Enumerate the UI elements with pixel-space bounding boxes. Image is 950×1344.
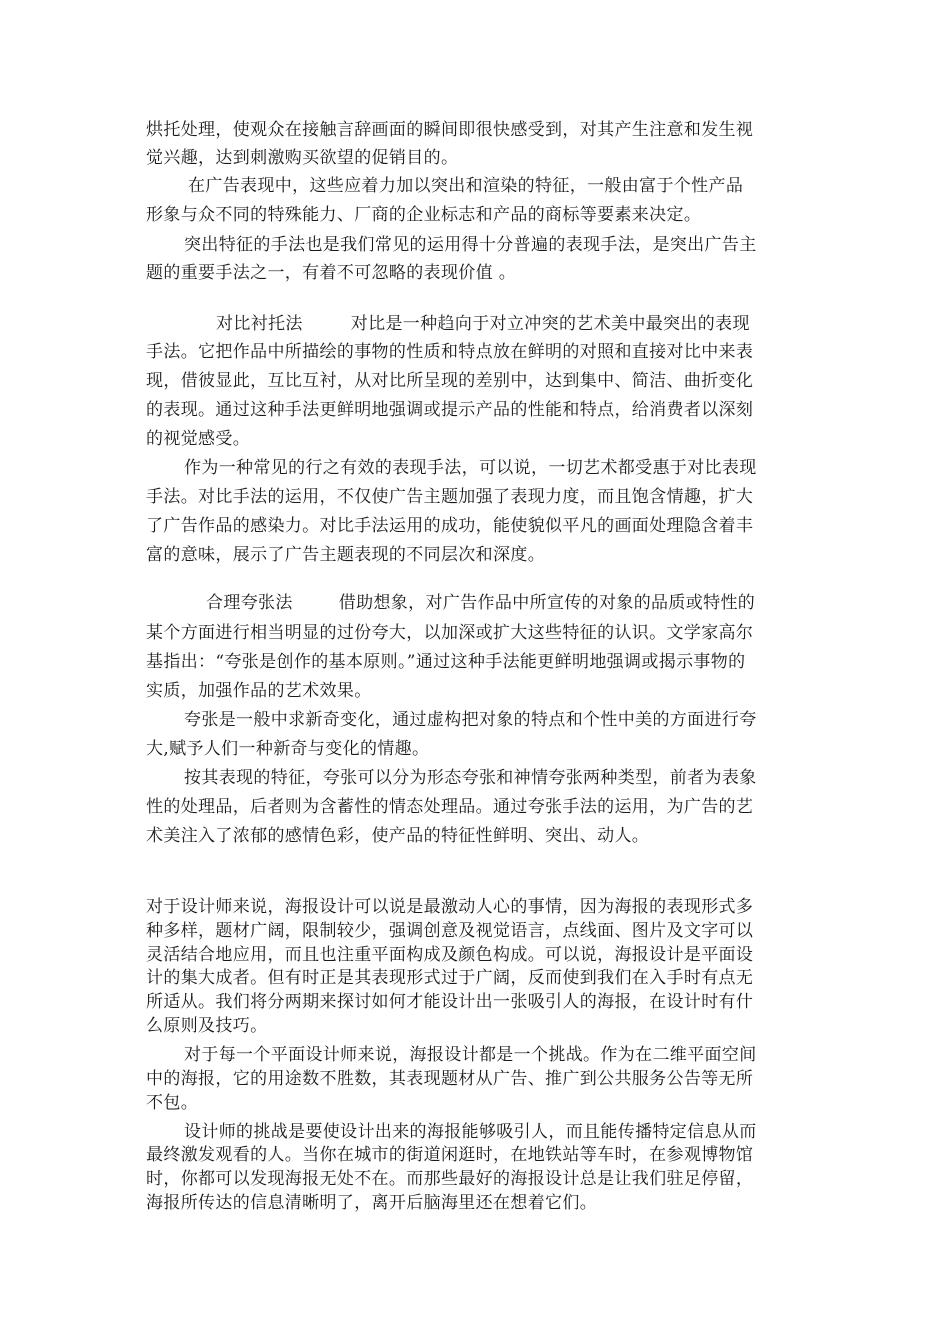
text-line: 觉兴趣，达到刺激购买欲望的促销目的。 — [146, 148, 459, 168]
text-line: 实质，加强作品的艺术效果。 — [146, 681, 372, 701]
text-line: 形象与众不同的特殊能力、厂商的企业标志和产品的商标等要素来决定。 — [146, 205, 702, 225]
text-line: 手法。对比手法的运用，不仅使广告主题加强了表现力度，而且饱含情趣，扩大 — [146, 487, 754, 507]
text-line: 对于设计师来说，海报设计可以说是最激动人心的事情，因为海报的表现形式多 — [146, 897, 754, 917]
text-line: 最终激发观看的人。当你在城市的街道闲逛时，在地铁站等车时，在参观博物馆 — [146, 1145, 754, 1165]
text-line: 了广告作品的感染力。对比手法运用的成功，能使貌似平凡的画面处理隐含着丰 — [146, 516, 754, 536]
section-heading: 合理夸张法 — [206, 593, 293, 613]
text-line: 不包。 — [146, 1093, 199, 1113]
text-line: 现，借彼显此，互比互衬，从对比所呈现的差别中，达到集中、简洁、曲折变化 — [146, 371, 754, 391]
text-line: 作为一种常见的行之有效的表现手法，可以说，一切艺术都受惠于对比表现 — [184, 458, 757, 478]
text-line: 按其表现的特征，夸张可以分为形态夸张和神情夸张两种类型，前者为表象 — [184, 768, 757, 788]
text-line: 的表现。通过这种手法更鲜明地强调或提示产品的性能和特点，给消费者以深刻 — [146, 400, 754, 420]
text-line: 烘托处理，使观众在接触言辞画面的瞬间即很快感受到，对其产生注意和发生视 — [146, 120, 754, 140]
text-line: 手法。它把作品中所描绘的事物的性质和特点放在鲜明的对照和直接对比中来表 — [146, 342, 754, 362]
section-heading: 对比衬托法 — [216, 314, 303, 334]
text-line: 计的集大成者。但有时正是其表现形式过于广阔，反而使到我们在入手时有点无 — [146, 968, 754, 988]
text-line: 海报所传达的信息清晰明了，离开后脑海里还在想着它们。 — [146, 1193, 598, 1213]
text-line: 种多样，题材广阔，限制较少，强调创意及视觉语言，点线面、图片及文字可以 — [146, 921, 754, 941]
text-line: 所适从。我们将分两期来探讨如何才能设计出一张吸引人的海报，在设计时有什 — [146, 992, 754, 1012]
text-line: 某个方面进行相当明显的过份夸大，以加深或扩大这些特征的认识。文学家高尔 — [146, 623, 754, 643]
text-line: 时，你都可以发现海报无处不在。而那些最好的海报设计总是让我们驻足停留， — [146, 1169, 754, 1189]
text-line: 在广告表现中，这些应着力加以突出和渲染的特征，一般由富于个性产品 — [188, 176, 744, 196]
text-line: 题的重要手法之一，有着不可忽略的表现价值 。 — [146, 263, 517, 283]
text-line: 的视觉感受。 — [146, 429, 251, 449]
text-line: 突出特征的手法也是我们常见的运用得十分普遍的表现手法，是突出广告主 — [184, 235, 757, 255]
section-first-line: 对比是一种趋向于对立冲突的艺术美中最突出的表现 — [350, 314, 750, 334]
text-line: 术美注入了浓郁的感情色彩，使产品的特征性鲜明、突出、动人。 — [146, 826, 650, 846]
text-line: 中的海报，它的用途数不胜数，其表现题材从广告、推广到公共服务公告等无所 — [146, 1069, 754, 1089]
text-line: 设计师的挑战是要使设计出来的海报能够吸引人，而且能传播特定信息从而 — [184, 1122, 757, 1142]
section-heading-line — [206, 592, 755, 614]
section-first-line: 借助想象，对广告作品中所宣传的对象的品质或特性的 — [338, 593, 756, 613]
text-line: 对于每一个平面设计师来说，海报设计都是一个挑战。作为在二维平面空间 — [184, 1045, 757, 1065]
section-heading-line — [216, 313, 750, 335]
text-line: 夸张是一般中求新奇变化，通过虚构把对象的特点和个性中美的方面进行夸 — [184, 710, 757, 730]
text-line: 大,赋予人们一种新奇与变化的情趣。 — [146, 739, 430, 759]
text-line: 灵活结合地应用，而且也注重平面构成及颜色构成。可以说，海报设计是平面设 — [146, 945, 754, 965]
text-line: 性的处理品，后者则为含蓄性的情态处理品。通过夸张手法的运用，为广告的艺 — [146, 797, 754, 817]
text-line: 基指出：“夸张是创作的基本原则。”通过这种手法能更鲜明地强调或揭示事物的 — [146, 652, 746, 672]
text-line: 么原则及技巧。 — [146, 1016, 268, 1036]
text-line: 富的意味，展示了广告主题表现的不同层次和深度。 — [146, 545, 546, 565]
